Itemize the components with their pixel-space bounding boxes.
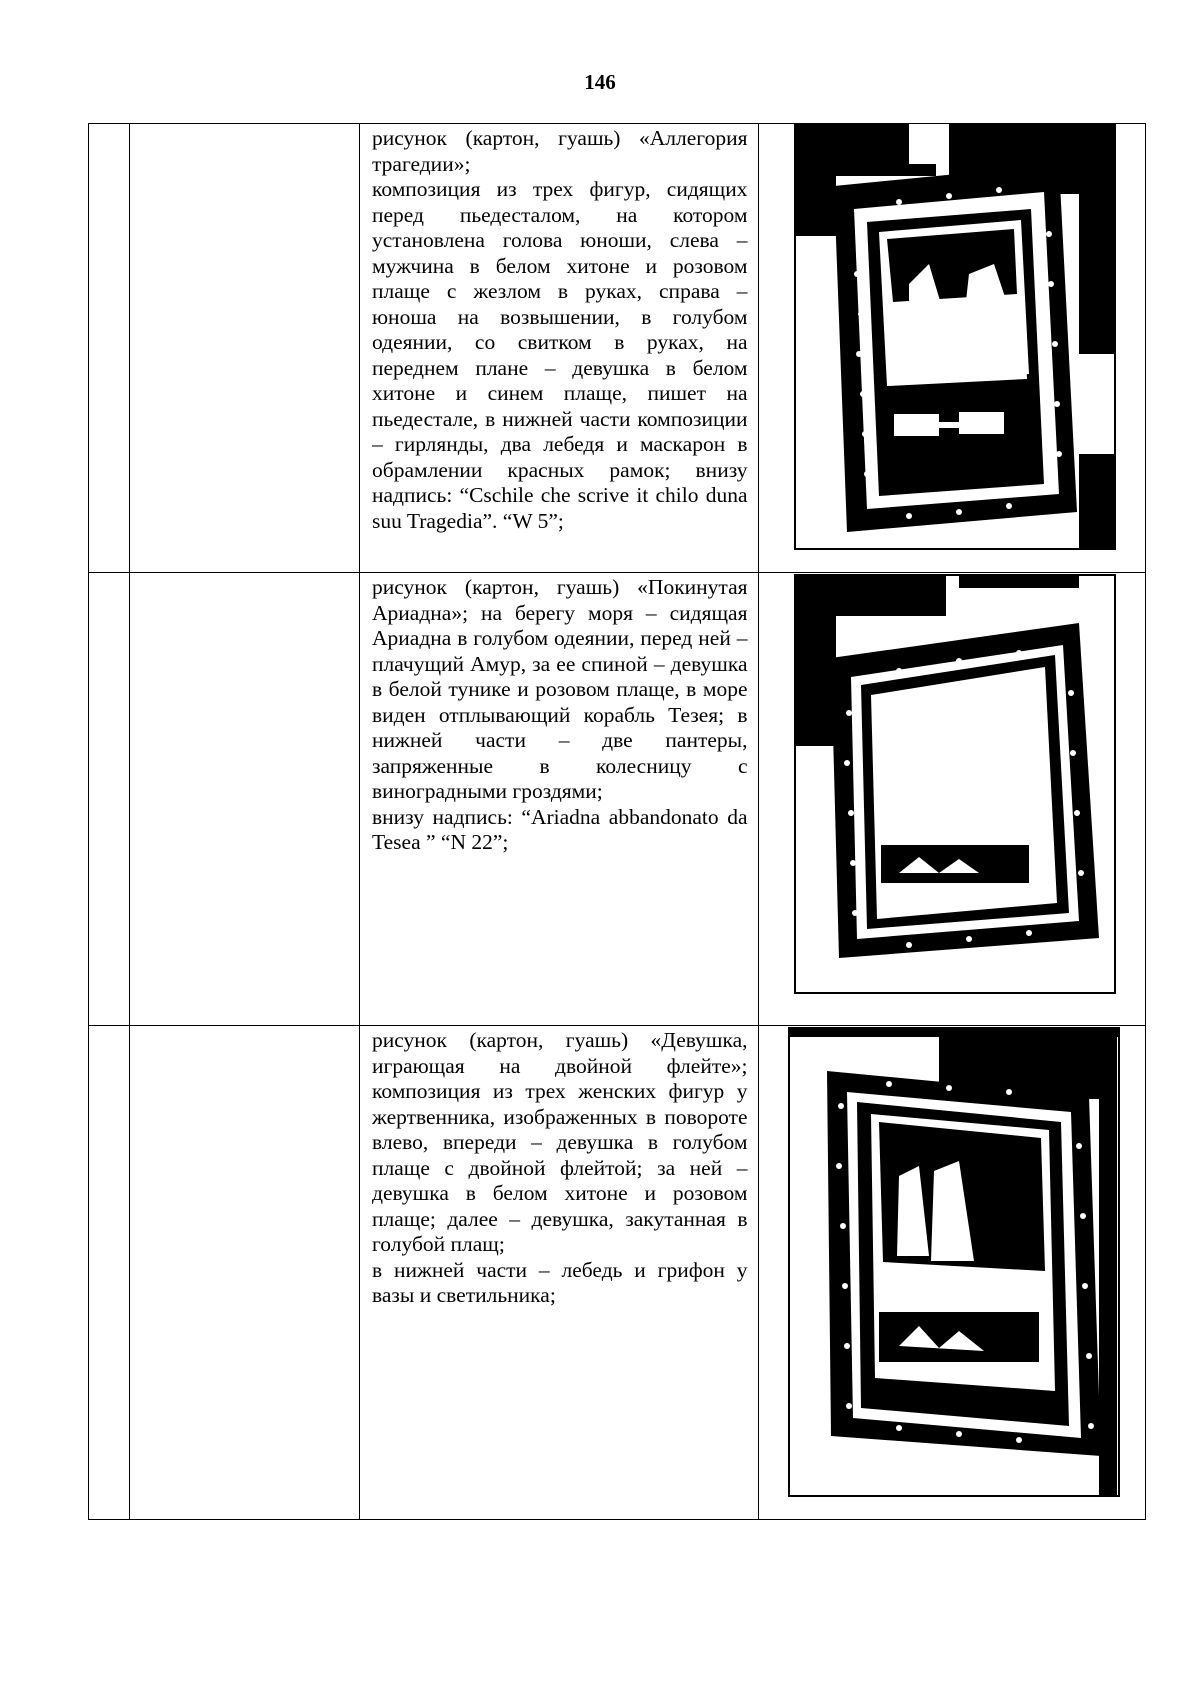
table-row [89,1026,1146,1520]
item-name-cell [130,573,360,1026]
image-cell [758,1026,1146,1520]
table-row [89,573,1146,1026]
description-paragraph: в нижней части – лебедь и грифон у вазы и светильника; [372,1257,748,1307]
item-name-cell [130,124,360,573]
item-name-cell [130,1026,360,1520]
description-paragraph: внизу надпись: “Ariadna abbandonato da Tesea ” “N 22”; [372,804,748,854]
description-cell [360,573,759,1026]
table-row [89,124,1146,573]
image-cell [758,573,1146,1026]
framed-artwork-photo [759,573,1144,1023]
description-paragraph: рисунок (картон, гуашь) «Аллегория трагедии»; [372,126,748,176]
image-cell [758,124,1146,573]
description-paragraph: композиция из трех фигур, сидящих перед пьедесталом, на котором установлена голова юноши, слева – мужчина в белом хитоне и розовом плаще с жезлом в руках, справа – юноша на возвышении, в голубом одеянии, со свитком в руках, на переднем плане – девушка в белом хитоне и синем плаще, пишет на пьедестале, в нижней части композиции – гирлянды, два лебедя и маскарон в обрамлении красных рамок; внизу надпись: “Cschile che scrive it chilo duna suu Tragedia”. “W 5”; [372,177,748,533]
description-cell [360,1026,759,1520]
framed-artwork-photo [759,124,1144,570]
catalog-table [88,123,1146,1520]
row-number-cell [89,124,130,573]
row-number-cell [89,1026,130,1520]
description-paragraph: рисунок (картон, гуашь) «Девушка, играющая на двойной флейте»; композиция из трех женских фигур у жертвенника, изображенных в повороте влево, впереди – девушка в голубом плаще с двойной флейтой; за ней – девушка в белом хитоне и розовом плаще; далее – девушка, закутанная в голубой плащ; [372,1028,748,1256]
page-number: 146 [584,70,616,94]
framed-artwork-photo [759,1026,1144,1516]
row-number-cell [89,573,130,1026]
description-cell [360,124,759,573]
description-paragraph: рисунок (картон, гуашь) «Покинутая Ариадна»; на берегу моря – сидящая Ариадна в голубом одеянии, перед ней – плачущий Амур, за ее спиной – девушка в белой тунике и розовом плаще, в море виден отплывающий корабль Тезея; в нижней части – две пантеры, запряженные в колесницу с виноградными гроздями; [372,575,748,803]
